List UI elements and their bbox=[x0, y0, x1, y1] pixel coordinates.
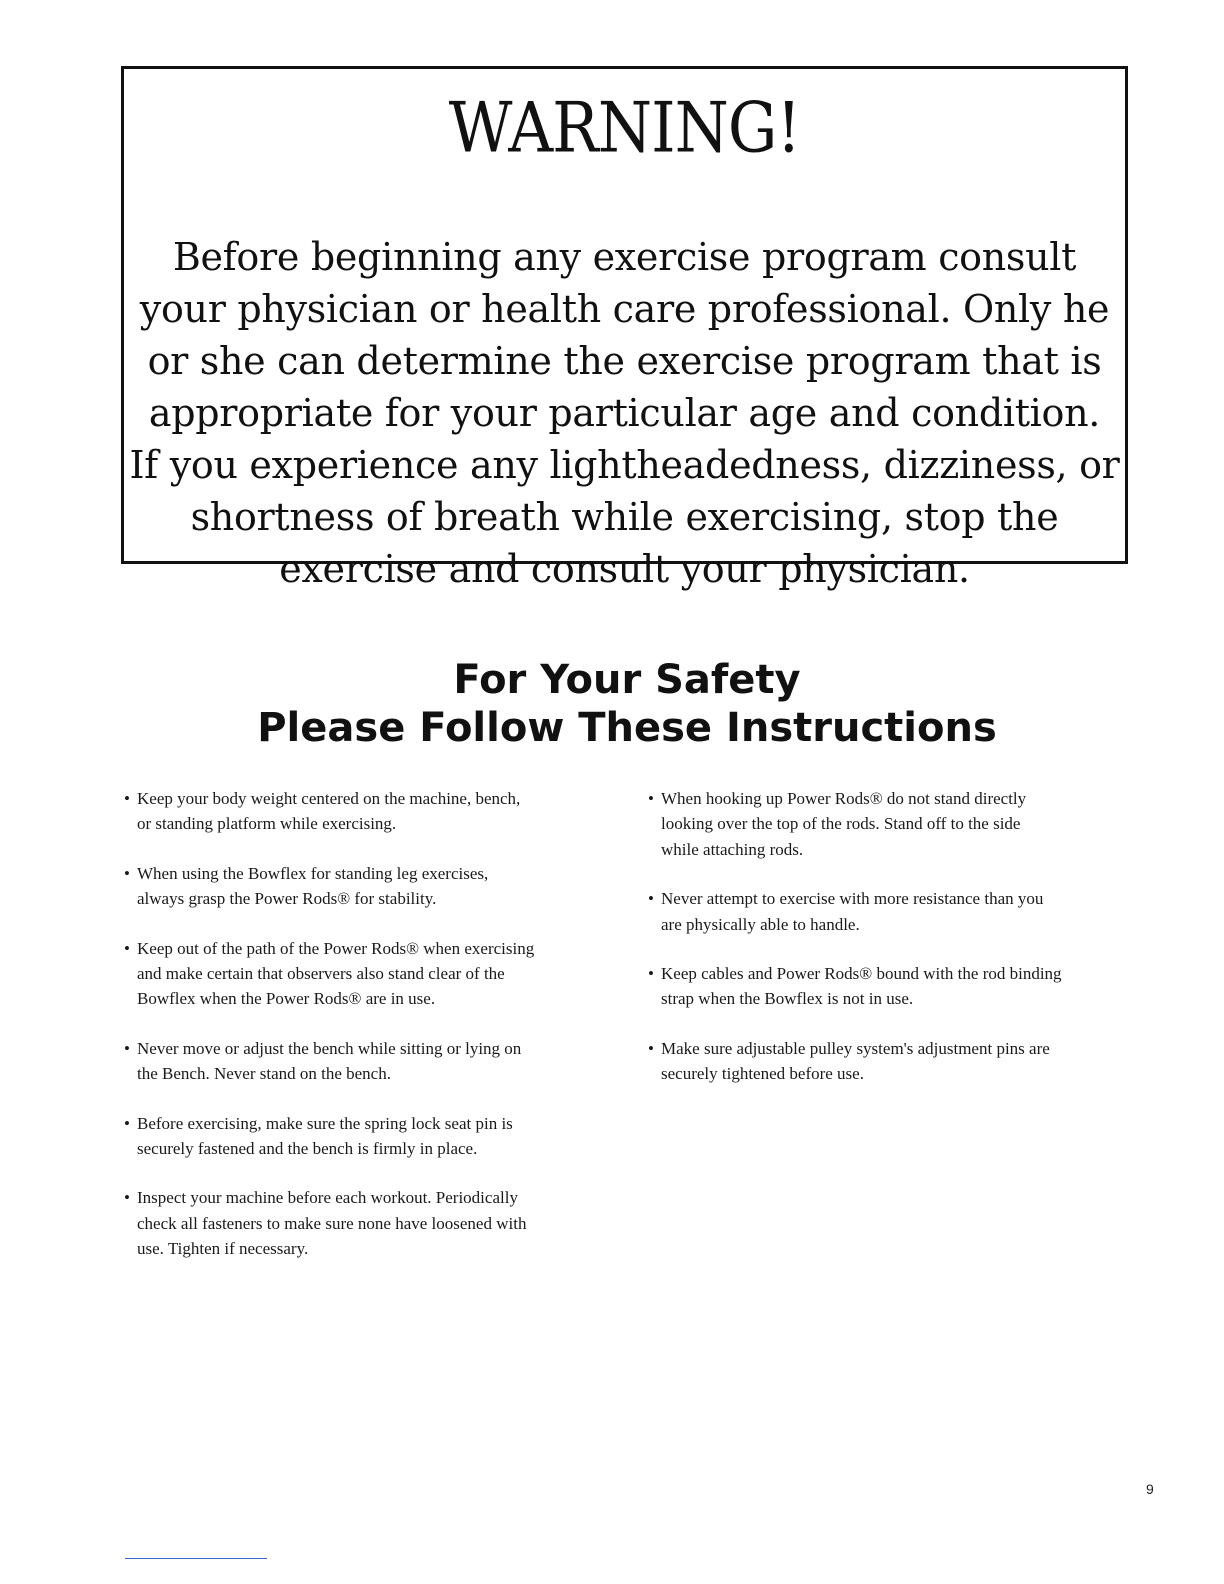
item-line: When hooking up Power Rods® do not stand directly bbox=[661, 789, 1027, 808]
instructions-left-column bbox=[121, 786, 621, 1286]
list-item bbox=[645, 961, 1145, 1012]
bullet-icon: • bbox=[124, 863, 130, 883]
warning-text bbox=[124, 231, 1125, 595]
list-item bbox=[121, 1036, 621, 1087]
list-item bbox=[645, 1036, 1145, 1087]
item-line: or standing platform while exercising. bbox=[137, 814, 397, 834]
item-line: while attaching rods. bbox=[661, 839, 804, 859]
bullet-icon: • bbox=[124, 938, 130, 958]
item-line: always grasp the Power Rods® for stability. bbox=[137, 889, 437, 909]
list-item bbox=[121, 1111, 621, 1162]
bullet-icon: • bbox=[124, 789, 130, 808]
warning-line: your physician or health care professional. Only he bbox=[139, 287, 1110, 331]
item-line: looking over the top of the rods. Stand off to the side bbox=[661, 814, 1021, 834]
item-line: Keep out of the path of the Power Rods® when exercising bbox=[137, 938, 535, 958]
warning-title: WARNING! bbox=[448, 86, 801, 169]
item-line: Make sure adjustable pulley system's adjustment pins are bbox=[661, 1038, 1050, 1058]
item-line: securely tightened before use. bbox=[661, 1064, 864, 1084]
list-item bbox=[121, 861, 621, 912]
bullet-icon: • bbox=[124, 1188, 130, 1208]
item-line: Before exercising, make sure the spring lock seat pin is bbox=[137, 1113, 513, 1133]
item-line: the Bench. Never stand on the bench. bbox=[137, 1064, 391, 1084]
warning-line: or she can determine the exercise program that is bbox=[147, 339, 1102, 383]
bullet-icon: • bbox=[648, 889, 654, 909]
item-line: Inspect your machine before each workout. Periodically bbox=[137, 1188, 518, 1208]
item-line: When using the Bowflex for standing leg exercises, bbox=[137, 863, 489, 883]
footer-divider bbox=[125, 1558, 267, 1559]
item-line: check all fasteners to make sure none have loosened with bbox=[137, 1213, 527, 1233]
list-item bbox=[645, 886, 1145, 937]
bullet-icon: • bbox=[124, 1038, 130, 1058]
item-line: Keep cables and Power Rods® bound with the rod binding bbox=[661, 964, 1062, 984]
warning-line: appropriate for your particular age and condition. bbox=[148, 391, 1101, 435]
item-line: Keep your body weight centered on the machine, bench, bbox=[137, 789, 521, 808]
page-number: 9 bbox=[1146, 1481, 1154, 1497]
item-line: securely fastened and the bench is firmly in place. bbox=[137, 1139, 478, 1159]
list-item bbox=[121, 786, 621, 837]
warning-line: shortness of breath while exercising, stop the bbox=[190, 495, 1059, 539]
item-line: and make certain that observers also stand clear of the bbox=[137, 964, 505, 984]
safety-heading-line-2: Please Follow These Instructions bbox=[257, 705, 997, 751]
bullet-icon: • bbox=[648, 789, 654, 808]
instructions-right-column bbox=[645, 786, 1145, 1111]
warning-title-wrap bbox=[124, 86, 1125, 169]
list-item bbox=[121, 1185, 621, 1261]
warning-line: exercise and consult your physician. bbox=[279, 547, 970, 591]
item-line: use. Tighten if necessary. bbox=[137, 1239, 309, 1259]
list-item bbox=[645, 786, 1145, 862]
safety-heading-line-1: For Your Safety bbox=[453, 657, 801, 703]
safety-heading bbox=[0, 656, 1224, 752]
bullet-icon: • bbox=[648, 964, 654, 984]
list-item bbox=[121, 936, 621, 1012]
item-line: are physically able to handle. bbox=[661, 914, 860, 934]
warning-box bbox=[121, 66, 1128, 591]
item-line: Never move or adjust the bench while sitting or lying on bbox=[137, 1038, 522, 1058]
warning-line: If you experience any lightheadedness, dizziness, or bbox=[129, 443, 1120, 487]
item-line: Never attempt to exercise with more resistance than you bbox=[661, 889, 1044, 909]
bullet-icon: • bbox=[648, 1038, 654, 1058]
item-line: Bowflex when the Power Rods® are in use. bbox=[137, 989, 436, 1009]
warning-line: Before beginning any exercise program consult bbox=[172, 235, 1077, 279]
item-line: strap when the Bowflex is not in use. bbox=[661, 989, 914, 1009]
bullet-icon: • bbox=[124, 1113, 130, 1133]
